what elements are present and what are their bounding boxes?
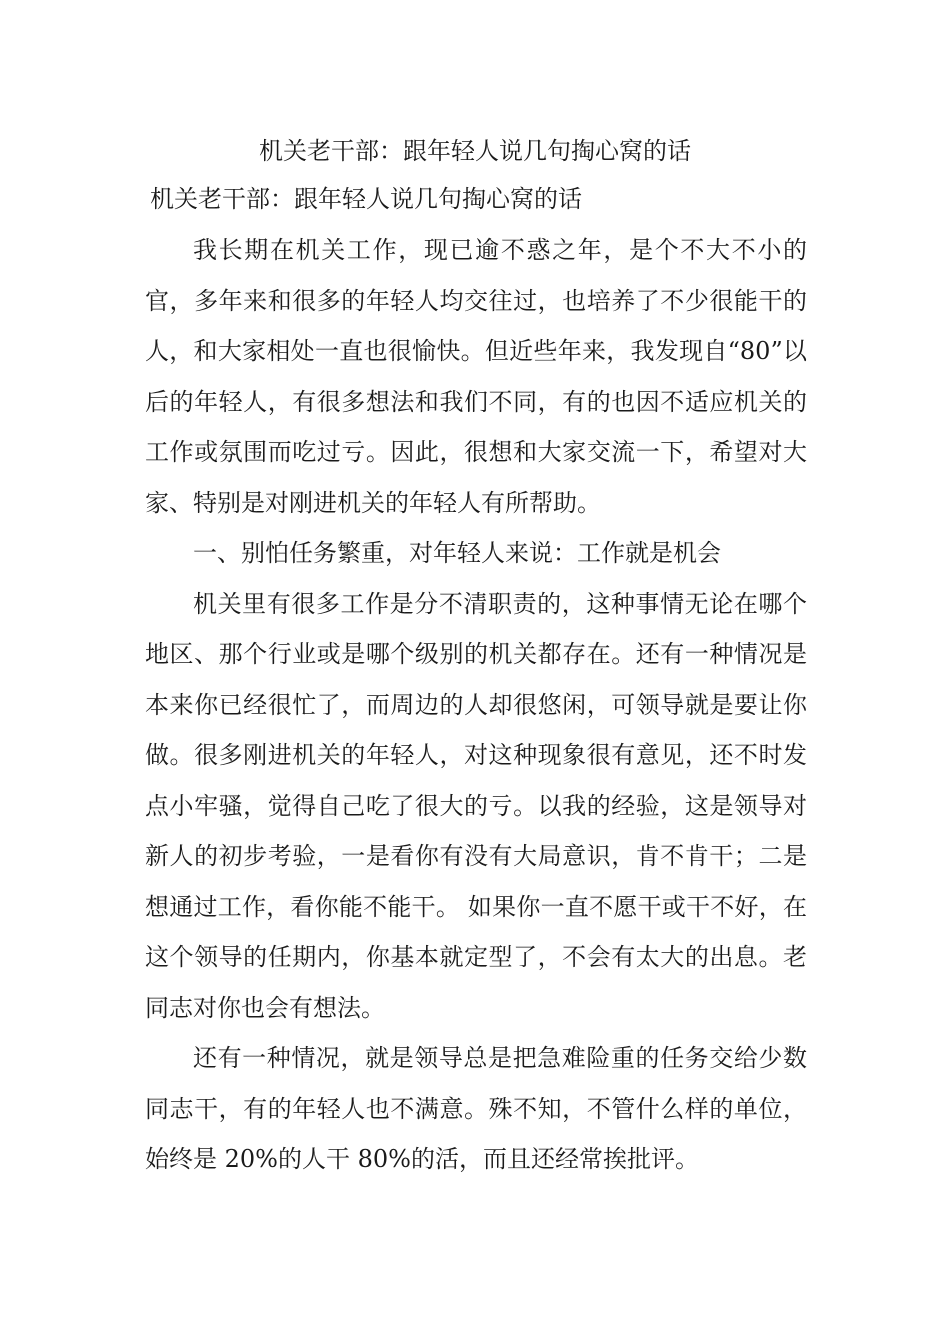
paragraph-section-1: 机关里有很多工作是分不清职责的，这种事情无论在哪个地区、那个行业或是哪个级别的机关都存在。还有一种情况是本来你已经很忙了，而周边的人却很悠闲，可领导就是要让你做。很多刚进机关的年轻人，对这种现象很有意见，还不时发点小牢骚，觉得自己吃了很大的亏。以我的经验，这是领导对新人的初步考验，一是看你有没有大局意识，肯不肯干；二是想通过工作，看你能不能干。 如果你一直不愿干或干不好，在这个领导的任期内，你基本就定型了，不会有太大的出息。老同志对你也会有想法。	[145, 589, 807, 1022]
section-heading-1: 一、别怕任务繁重，对年轻人来说：工作就是机会	[193, 539, 721, 567]
paragraph-intro: 我长期在机关工作，现已逾不惑之年，是个不大不小的官，多年来和很多的年轻人均交往过，也培养了不少很能干的人，和大家相处一直也很愉快。但近些年来，我发现自“80”以后的年轻人，有很多想法和我们不同，有的也因不适应机关的工作或氛围而吃过亏。因此，很想和大家交流一下，希望对大家、特别是对刚进机关的年轻人有所帮助。	[145, 236, 807, 517]
document-title: 机关老干部：跟年轻人说几句掏心窝的话	[259, 137, 691, 165]
document-body	[145, 225, 807, 1185]
paragraph-section-1-continued: 还有一种情况，就是领导总是把急难险重的任务交给少数同志干，有的年轻人也不满意。殊不知，不管什么样的单位，始终是 20%的人干 80%的活，而且还经常挨批评。	[145, 1044, 807, 1173]
document-subtitle: 机关老干部：跟年轻人说几句掏心窝的话	[150, 185, 582, 213]
